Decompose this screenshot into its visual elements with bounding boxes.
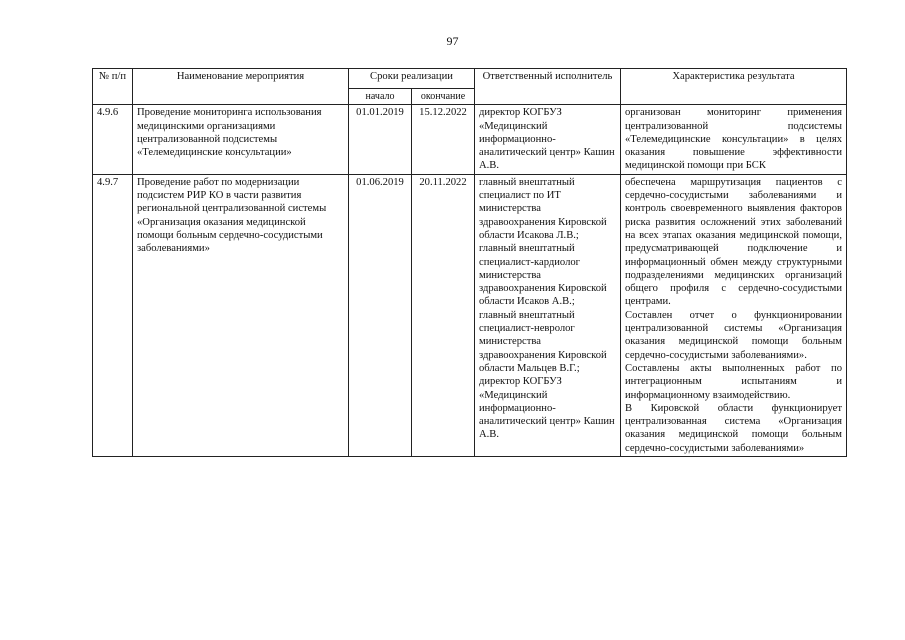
row-activity-name: Проведение работ по модернизации подсистем РИР КО в части развития региональной централизованной системы «Организация оказания медицинской помощи больным сердечно-сосудистыми заболеваниями» xyxy=(133,174,349,456)
header-end: окончание xyxy=(412,89,475,105)
header-result: Характеристика результата xyxy=(621,69,847,105)
row-result xyxy=(621,174,847,456)
row-end-date: 15.12.2022 xyxy=(412,105,475,174)
result-paragraph: Составлен отчет о функционировании централизованной системы «Организация оказания медицинской помощи больным сердечно-сосудистыми заболеваниями». xyxy=(625,309,842,361)
header-number: № п/п xyxy=(93,69,133,105)
table-row xyxy=(93,174,847,456)
header-period: Сроки реализации xyxy=(349,69,475,89)
row-start-date: 01.01.2019 xyxy=(349,105,412,174)
table-header-row xyxy=(93,69,847,89)
row-number: 4.9.7 xyxy=(93,174,133,456)
responsible-entry: главный внештатный специалист по ИТ министерства здравоохранения Кировской области Исакова Л.В.; xyxy=(479,176,607,241)
row-responsible xyxy=(475,105,621,174)
row-activity-name: Проведение мониторинга использования медицинскими организациями централизованной подсистемы «Телемедицинские консультации» xyxy=(133,105,349,174)
result-paragraph: В Кировской области функционирует централизованная система «Организация оказания медицинской помощи больным сердечно-сосудистыми заболеваниями» xyxy=(625,402,842,454)
header-responsible: Ответственный исполнитель xyxy=(475,69,621,105)
row-number: 4.9.6 xyxy=(93,105,133,174)
row-end-date: 20.11.2022 xyxy=(412,174,475,456)
result-paragraph: организован мониторинг применения централизованной подсистемы «Телемедицинские консультации» в целях оказания повышение эффективности медицинской помощи при БСК xyxy=(625,107,842,172)
result-paragraph: Составлены акты выполненных работ по интеграционным испытаниям и информационному взаимодействию. xyxy=(625,362,842,401)
header-name: Наименование мероприятия xyxy=(133,69,349,105)
row-result xyxy=(621,105,847,174)
page-number: 97 xyxy=(446,34,459,48)
table-row xyxy=(93,105,847,174)
result-paragraph: обеспечена маршрутизация пациентов с сердечно-сосудистыми заболеваниями и контроль своевременного выявления факторов риска развития осложнений этих заболеваний на всех этапах оказания медицинской помощи, предусматривающей подключение и информационный обмен между структурными подразделениями медицинских организаций общего профиля с сердечно-сосудистыми центрами. xyxy=(625,176,842,308)
responsible-entry: директор КОГБУЗ «Медицинский информационно-аналитический центр» Кашин А.В. xyxy=(479,376,615,441)
row-responsible xyxy=(475,174,621,456)
activities-table xyxy=(92,68,847,457)
responsible-entry: главный внештатный специалист-кардиолог министерства здравоохранения Кировской области Исаков А.В.; xyxy=(479,243,607,308)
row-start-date: 01.06.2019 xyxy=(349,174,412,456)
responsible-entry: главный внештатный специалист-невролог министерства здравоохранения Кировской области Мальцев В.Г.; xyxy=(479,309,607,374)
responsible-entry: директор КОГБУЗ «Медицинский информационно-аналитический центр» Кашин А.В. xyxy=(479,107,615,172)
header-start: начало xyxy=(349,89,412,105)
